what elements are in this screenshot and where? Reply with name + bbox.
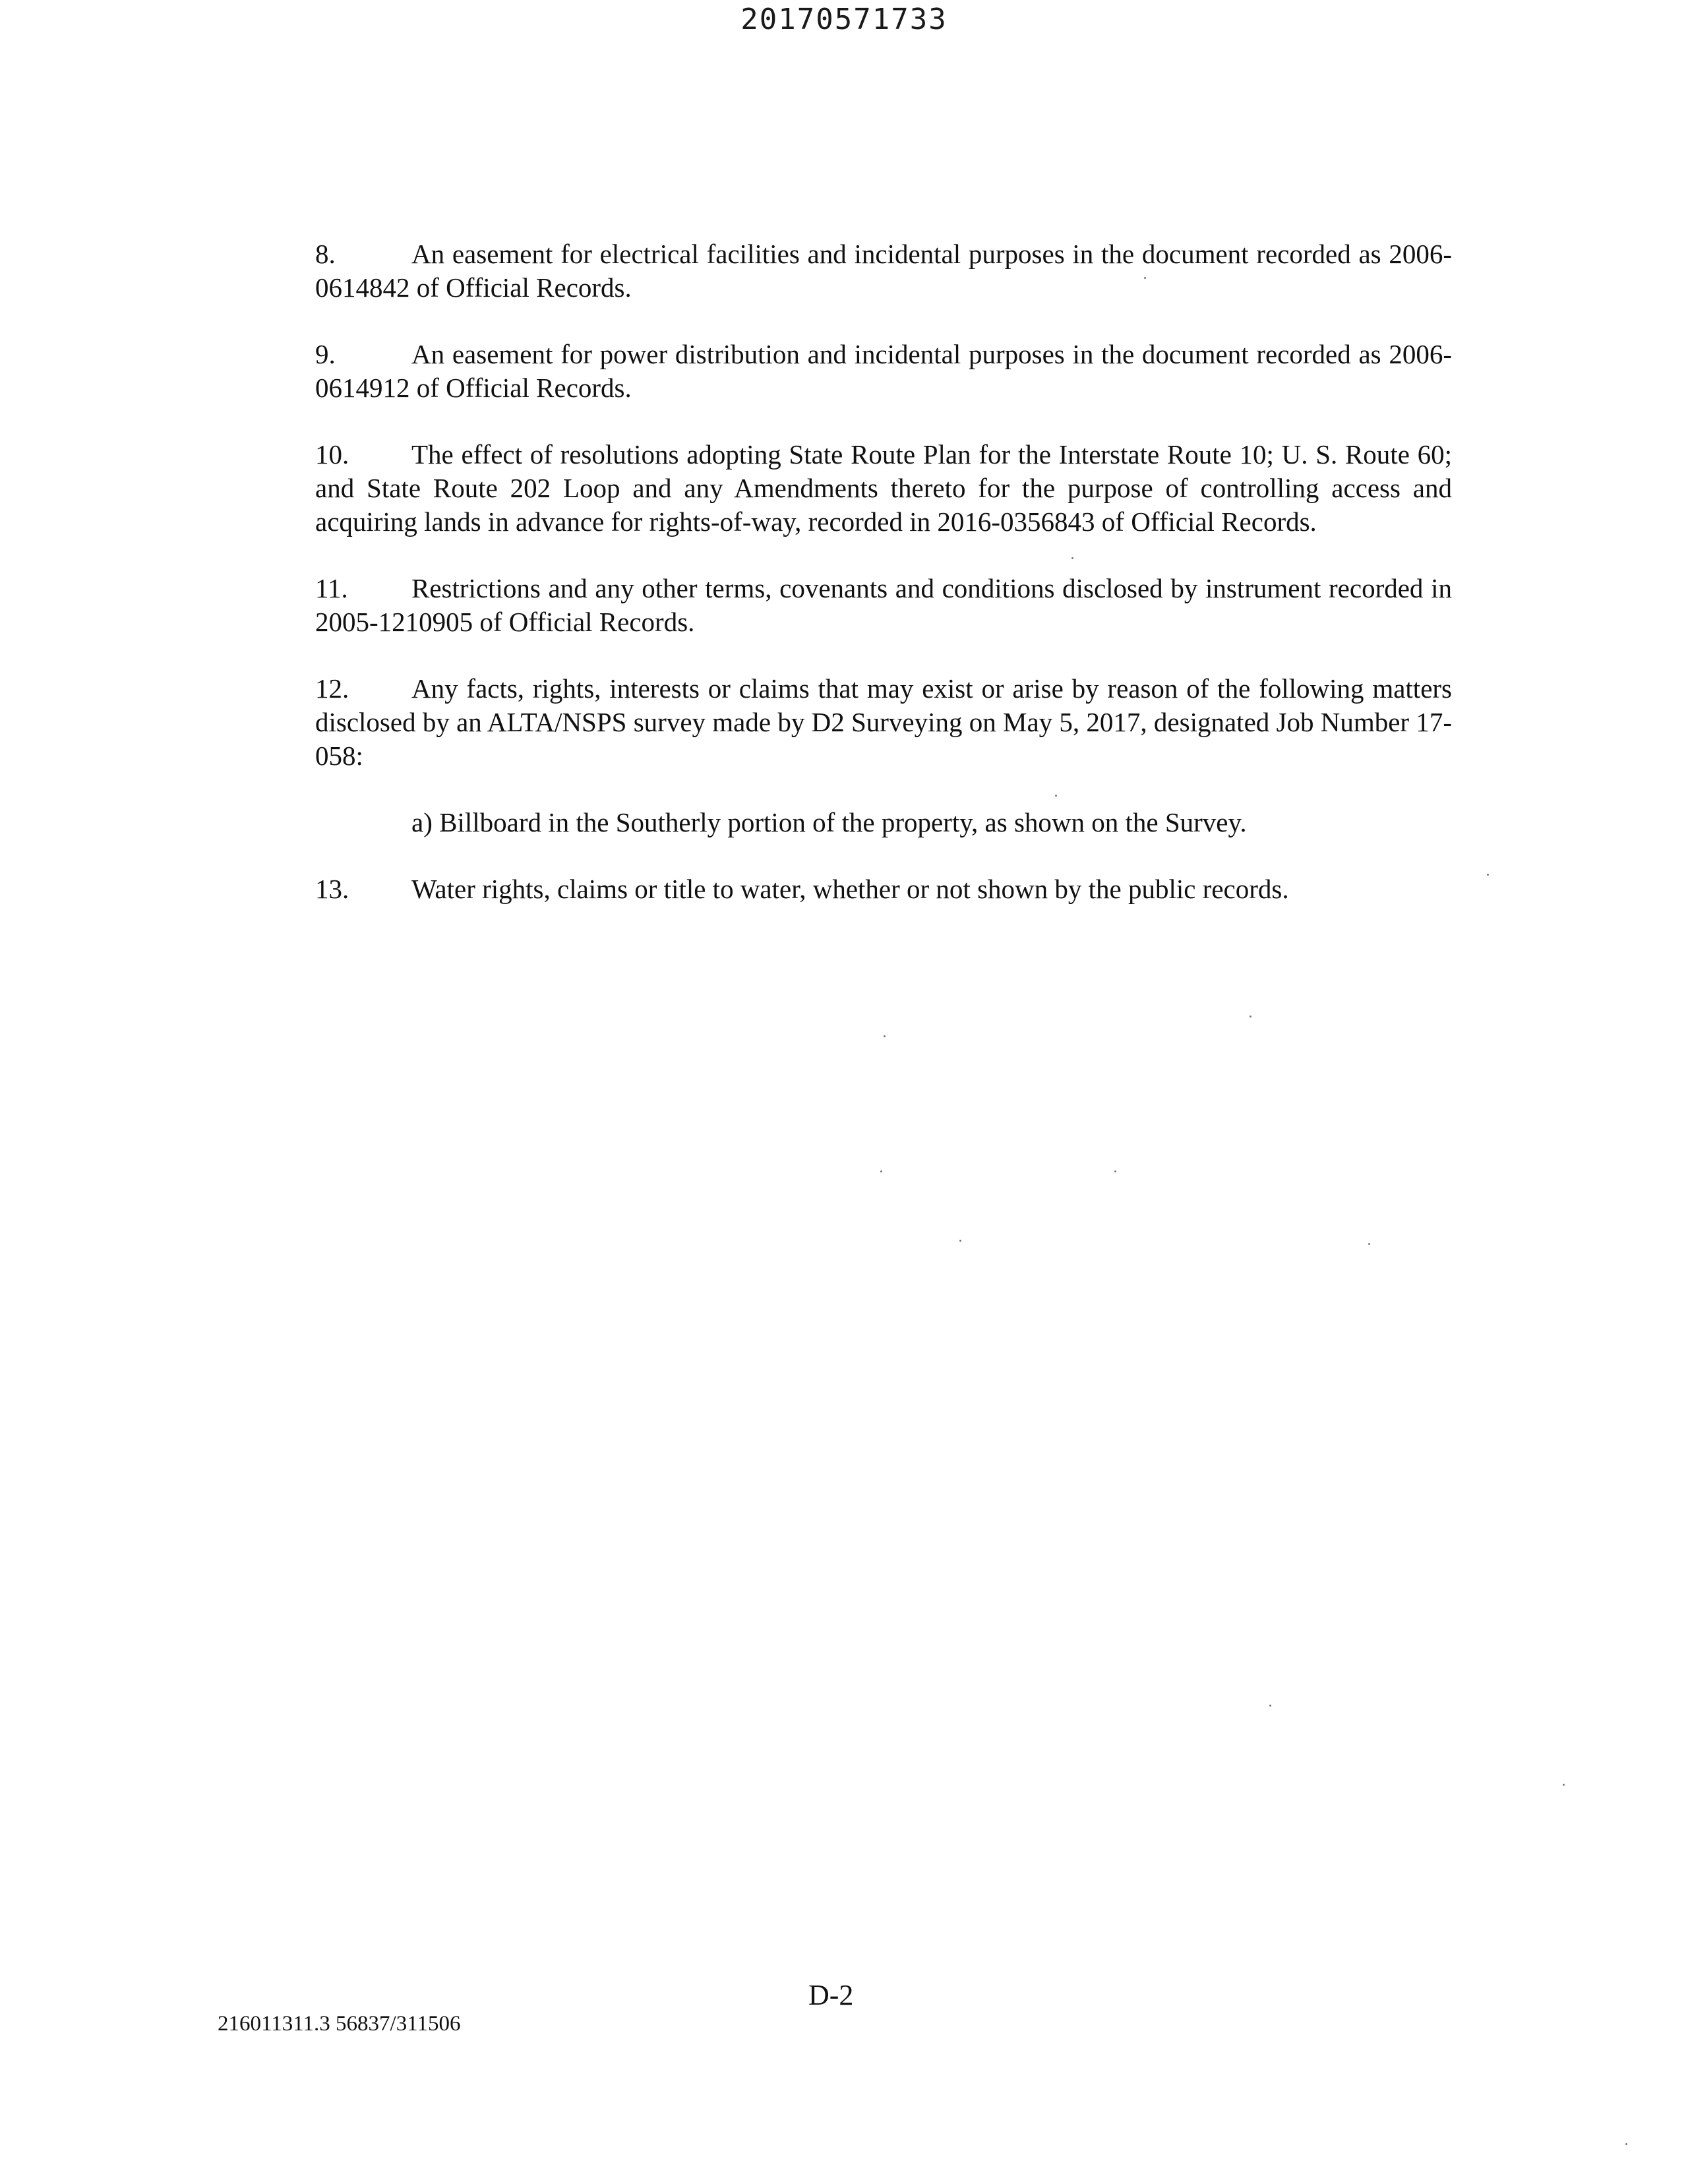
scan-speck xyxy=(880,1170,882,1172)
scan-speck xyxy=(884,1035,886,1037)
item-text: An easement for power distribution and incidental purposes in the document recorded as 2006-0614912 of Official Records. xyxy=(315,339,1452,403)
recording-number: 20170571733 xyxy=(740,3,948,36)
sub-list-item: a) Billboard in the Southerly portion of the property, as shown on the Survey. xyxy=(411,807,1247,837)
item-text: The effect of resolutions adopting State Route Plan for the Interstate Route 10; U. S. Route 60; and State Route 202 Loop and any Amendments thereto for the purpose of controlling access and acquiring lands in advance for rights-of-way, recorded in 2016-0356843 of Official Records. xyxy=(315,439,1452,537)
scan-speck xyxy=(1144,277,1146,279)
list-item xyxy=(315,438,1452,539)
list-item xyxy=(315,237,1452,305)
item-number: 11. xyxy=(315,573,348,603)
item-text: Restrictions and any other terms, covenants and conditions disclosed by instrument recorded in 2005-1210905 of Official Records. xyxy=(315,573,1452,637)
item-text: Any facts, rights, interests or claims that may exist or arise by reason of the following matters disclosed by an ALTA/NSPS survey made by D2 Surveying on May 5, 2017, designated Job Number 17-058: xyxy=(315,673,1452,771)
scan-speck xyxy=(1055,795,1057,797)
scan-speck xyxy=(1487,874,1489,876)
document-id: 216011311.3 56837/311506 xyxy=(218,2012,461,2036)
item-number: 8. xyxy=(315,239,336,269)
item-number: 9. xyxy=(315,339,336,369)
item-number: 10. xyxy=(315,439,349,470)
item-text: Water rights, claims or title to water, whether or not shown by the public records. xyxy=(411,874,1289,904)
item-number: 12. xyxy=(315,673,349,704)
scan-speck xyxy=(1269,1705,1271,1707)
scan-speck xyxy=(1114,1170,1116,1172)
page-label: D-2 xyxy=(808,1979,854,2011)
list-item xyxy=(315,572,1452,639)
scan-speck xyxy=(1368,1243,1370,1245)
scan-speck xyxy=(959,1240,961,1242)
scan-speck xyxy=(1563,1784,1565,1786)
list-item xyxy=(315,338,1452,405)
document-body xyxy=(315,237,1452,939)
item-number: 13. xyxy=(315,874,349,904)
item-text: An easement for electrical facilities and incidental purposes in the document recorded as 2006-0614842 of Official Records. xyxy=(315,239,1452,303)
scan-speck xyxy=(1625,2143,1627,2145)
scan-speck xyxy=(1071,557,1073,559)
list-item xyxy=(315,672,1452,773)
scan-speck xyxy=(1250,1016,1251,1017)
list-item xyxy=(315,872,1452,906)
